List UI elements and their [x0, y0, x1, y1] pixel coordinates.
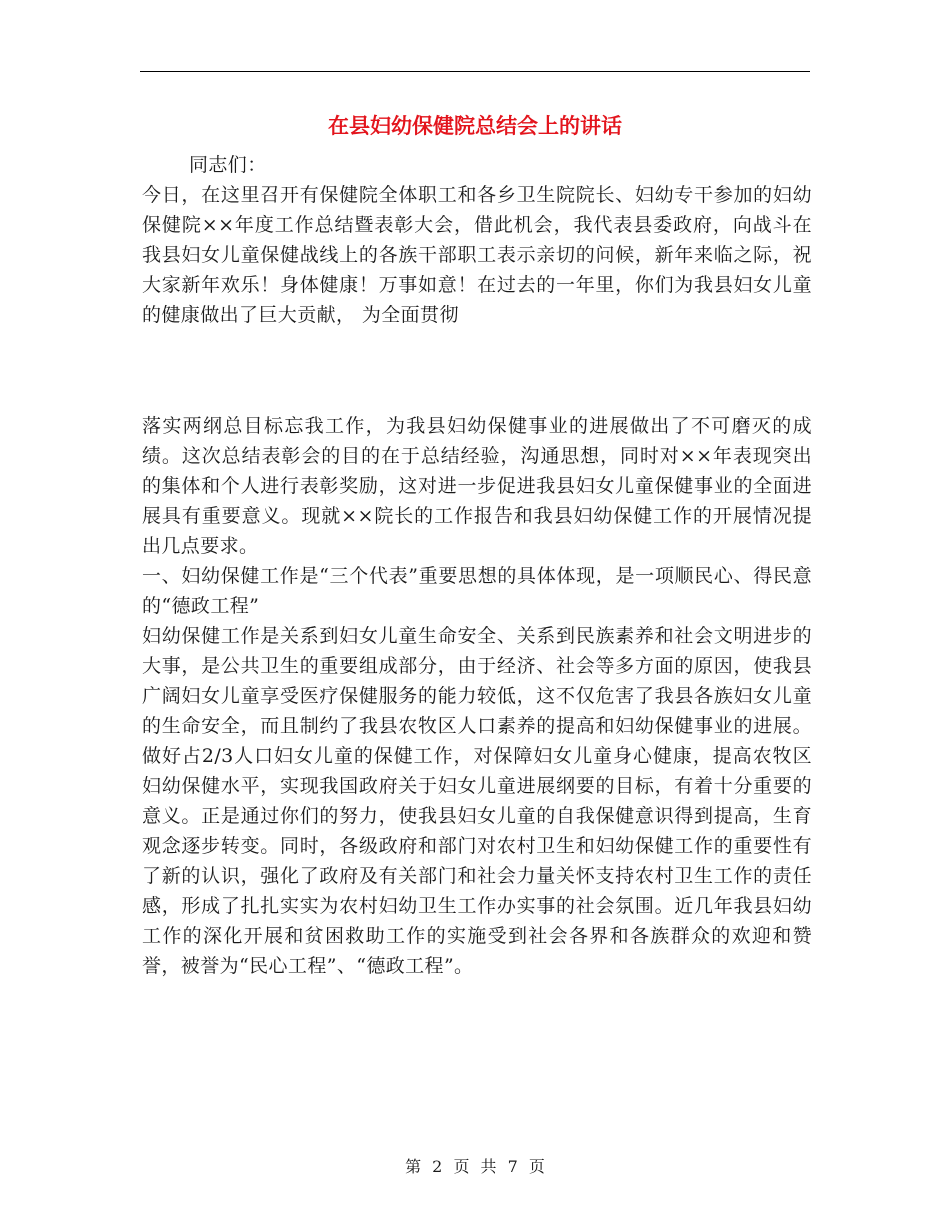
paragraph-opening: 今日，在这里召开有保健院全体职工和各乡卫生院院长、妇幼专干参加的妇幼保健院××年度工作总结暨表彰大会，借此机会，我代表县委政府，向战斗在我县妇女儿童保健战线上的各族干部职工表示亲切的问候，新年来临之际，祝大家新年欢乐！身体健康！万事如意！在过去的一年里，你们为我县妇女儿童的健康做出了巨大贡献， 为全面贯彻: [142, 184, 812, 326]
body-section: [142, 411, 812, 981]
paragraph-section-1: 妇幼保健工作是关系到妇女儿童生命安全、关系到民族素养和社会文明进步的大事，是公共卫生的重要组成部分，由于经济、社会等多方面的原因，使我县广阔妇女儿童享受医疗保健服务的能力较低，这不仅危害了我县各族妇女儿童的生命安全，而且制约了我县农牧区人口素养的提高和妇幼保健事业的进展。做好占2/3人口妇女儿童的保健工作，对保障妇女儿童身心健康，提高农牧区妇幼保健水平，实现我国政府关于妇女儿童进展纲要的目标，有着十分重要的意义。正是通过你们的努力，使我县妇女儿童的自我保健意识得到提高，生育观念逐步转变。同时，各级政府和部门对农村卫生和妇幼保健工作的重要性有了新的认识，强化了政府及有关部门和社会力量关怀支持农村卫生工作的责任感，形成了扎扎实实为农村妇幼卫生工作办实事的社会氛围。近几年我县妇幼工作的深化开展和贫困救助工作的实施受到社会各界和各族群众的欢迎和赞誉，被誉为“民心工程”、“德政工程”。: [142, 625, 812, 977]
salutation: 同志们：: [189, 154, 267, 176]
page-number: 第 2 页 共 7 页: [405, 1157, 545, 1176]
document-title: 在县妇幼保健院总结会上的讲话: [328, 113, 622, 138]
paragraph-summary: 落实两纲总目标忘我工作，为我县妇幼保健事业的进展做出了不可磨灭的成绩。这次总结表彰会的目的在于总结经验，沟通思想，同时对××年表现突出的集体和个人进行表彰奖励，这对进一步促进我县妇女儿童保健事业的全面进展具有重要意义。现就××院长的工作报告和我县妇幼保健工作的开展情况提出几点要求。: [142, 415, 812, 557]
opening-section: [142, 150, 812, 330]
header-rule: [140, 71, 810, 72]
section-heading-1: 一、妇幼保健工作是“三个代表”重要思想的具体体现，是一项顺民心、得民意的“德政工程”: [142, 565, 812, 617]
